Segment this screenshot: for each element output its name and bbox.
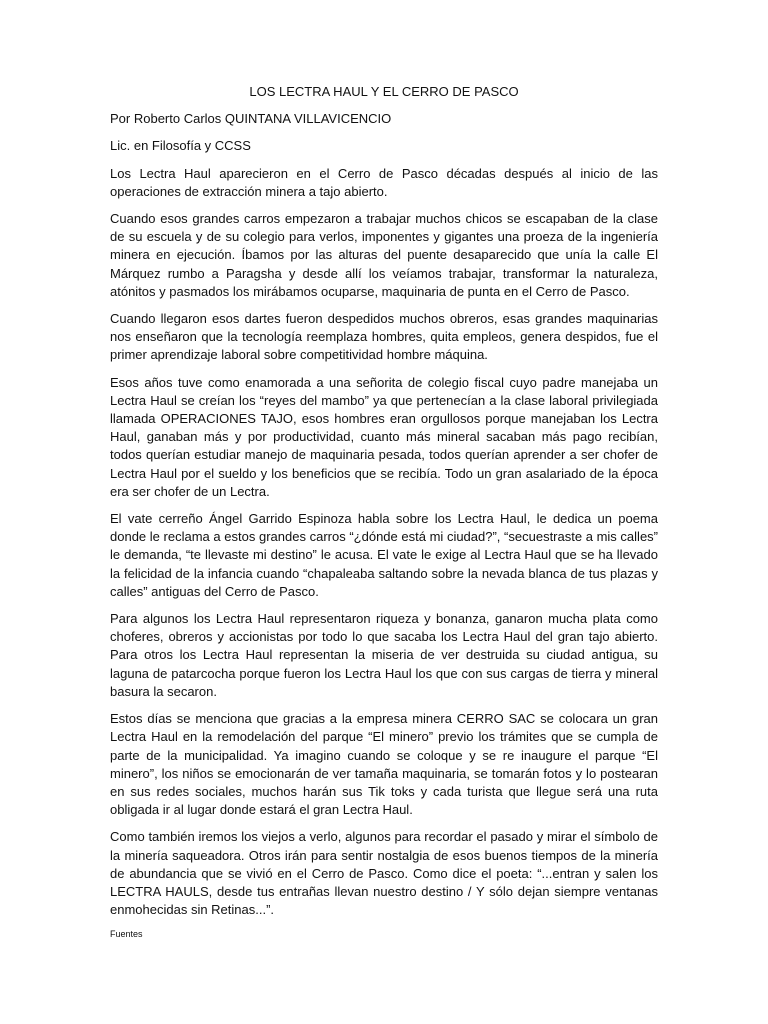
document-author: Por Roberto Carlos QUINTANA VILLAVICENCIO — [110, 111, 392, 127]
paragraph-4: Esos años tuve como enamorada a una señorita de colegio fiscal cuyo padre manejaba un Lectra Haul se creían los “reyes del mambo” ya que pertenecían a la clase laboral privilegiada llamada OPERACIONES TAJO, esos hombres eran orgullosos porque manejaban los Lectra Haul, ganaban más y por productividad, cuanto más mineral sacaban más pago recibían, todos querían estudiar manejo de maquinaria pesada, todos querían aprender a ser chofer de Lectra Haul por el sueldo y los beneficios que se recibía. Todo un gran asalariado de la época era ser chofer de un Lectra. — [110, 374, 658, 499]
paragraph-7: Estos días se menciona que gracias a la empresa minera CERRO SAC se colocara un gran Lectra Haul en la remodelación del parque “El minero” previo los trámites que se cumpla de parte de la municipalidad. Ya imagino cuando se coloque y se re inaugure el parque “El minero”, los niños se emocionarán de ver tamaña maquinaria, se tomarán fotos y lo postearan en sus redes sociales, muchos harán sus Tik toks y cada turista que llegue será una ruta obligada ir al lugar donde estará el gran Lectra Haul. — [110, 711, 658, 818]
document-footer: Fuentes — [110, 929, 143, 940]
paragraph-8: Como también iremos los viejos a verlo, algunos para recordar el pasado y mirar el símbolo de la minería saqueadora. Otros irán para sentir nostalgia de esos buenos tiempos de la minería de abundancia que se vivió en el Cerro de Pasco. Como dice el poeta: “...entran y salen los LECTRA HAULS, desde tus entrañas llevan nuestro destino / Y sólo dejan siempre ventanas enmohecidas sin Retinas...”. — [110, 829, 658, 918]
document-body — [110, 83, 658, 940]
paragraph-5: El vate cerreño Ángel Garrido Espinoza habla sobre los Lectra Haul, le dedica un poema donde le reclama a estos grandes carros “¿dónde está mi ciudad?”, “secuestraste a mis calles” le demanda, “te llevaste mi destino” le acusa. El vate le exige al Lectra Haul que se ha llevado la felicidad de la infancia cuando “chapaleaba saltando sobre la nevada blanca de tus plazas y calles” antiguas del Cerro de Pasco. — [110, 511, 658, 599]
paragraph-6: Para algunos los Lectra Haul representaron riqueza y bonanza, ganaron mucha plata como choferes, obreros y accionistas por todo lo que sacaba los Lectra Haul del gran tajo abierto. Para otros los Lectra Haul representan la miseria de ver destruida su ciudad antigua, su laguna de patarcocha porque fueron los Lectra Haul los que con sus cargas de tierra y mineral basura la secaron. — [110, 611, 658, 699]
paragraph-1: Los Lectra Haul aparecieron en el Cerro de Pasco décadas después al inicio de las operaciones de extracción minera a tajo abierto. — [110, 165, 658, 199]
paragraph-2: Cuando esos grandes carros empezaron a trabajar muchos chicos se escapaban de la clase de su escuela y de su colegio para verlos, imponentes y gigantes una proeza de la ingeniería minera en ejecución. Íbamos por las alturas del puente desaparecido que unía la calle El Márquez rumbo a Paragsha y desde allí los veíamos trabajar, transformar la naturaleza, atónitos y pasmados los mirábamos ocuparse, maquinaria de punta en el Cerro de Pasco. — [110, 211, 658, 299]
document-title: LOS LECTRA HAUL Y EL CERRO DE PASCO — [249, 84, 519, 99]
document-credentials: Lic. en Filosofía y CCSS — [110, 138, 251, 154]
paragraph-3: Cuando llegaron esos dartes fueron despedidos muchos obreros, esas grandes maquinarias nos enseñaron que la tecnología reemplaza hombres, quita empleos, genera despidos, fue el primer aprendizaje laboral sobre competitividad hombre máquina. — [110, 311, 658, 363]
